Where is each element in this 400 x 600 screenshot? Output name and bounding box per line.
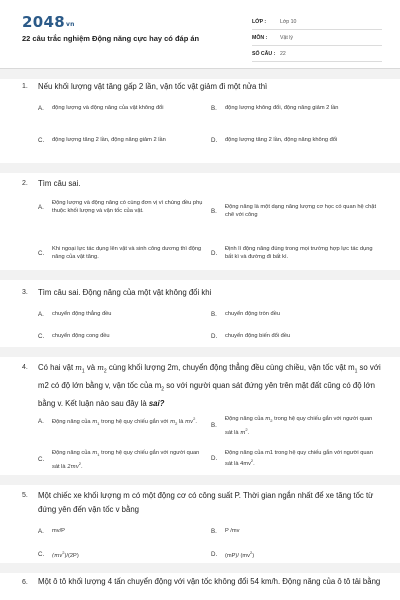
option-text: chuyển động cong đều bbox=[52, 333, 110, 339]
text-part: là bbox=[177, 418, 185, 425]
option-letter: D. bbox=[211, 455, 218, 463]
document-title: 22 câu trắc nghiệm Động năng cực hay có đáp án bbox=[22, 34, 200, 43]
option-c[interactable] bbox=[38, 332, 208, 340]
section-band bbox=[0, 475, 400, 485]
question-text: Nếu khối lượng vật tăng gấp 2 lần, vận tốc vật giảm đi một nửa thì bbox=[38, 82, 268, 91]
question-number: 5. bbox=[22, 492, 28, 499]
option-text: chuyển động tròn đều bbox=[225, 311, 281, 317]
option-text: động lượng tăng 2 lần, động năng giảm 2 lần bbox=[52, 137, 166, 143]
question-text: Một chiếc xe khối lượng m có một động cơ có công suất P. Thời gian ngắn nhất để xe tăng tốc từ đứng yên đến vận tốc v bằng bbox=[38, 491, 374, 514]
meta-label: LỚP : bbox=[252, 18, 267, 25]
math-mass: m bbox=[169, 418, 176, 425]
text-part: Động năng của m1 trong hệ quy chiếu gắn với người quan sát là 4mv bbox=[225, 450, 373, 468]
option-c[interactable] bbox=[38, 549, 208, 560]
question-text: Một ô tô khối lượng 4 tấn chuyển động với vận tốc không đổi 54 km/h. Động năng của ô tô tải bằng bbox=[38, 577, 381, 586]
option-text bbox=[52, 449, 208, 471]
option-text: Khi ngoại lực tác dụng lên vật và sinh công dương thì động năng của vật tăng. bbox=[52, 246, 202, 261]
option-b[interactable] bbox=[211, 527, 381, 535]
option-d[interactable] bbox=[211, 549, 381, 560]
logo-main: 2048 bbox=[22, 13, 65, 31]
logo-suffix: vn bbox=[65, 21, 75, 28]
text-part: trong hệ quy chiếu gắn với người quan sát là bbox=[52, 450, 200, 470]
text-part: . bbox=[81, 463, 83, 470]
option-letter: B. bbox=[211, 104, 217, 112]
text-part: )/(2P) bbox=[64, 552, 79, 559]
question-number: 3. bbox=[22, 289, 28, 296]
text-part: trong hệ quy chiếu gắn với người quan sát là bbox=[225, 416, 373, 436]
subscript: 2 bbox=[103, 368, 107, 375]
option-d[interactable] bbox=[211, 245, 381, 262]
question-number: 2. bbox=[22, 180, 28, 187]
option-letter: D. bbox=[211, 332, 218, 340]
meta-row-grade bbox=[252, 14, 382, 30]
option-letter: A. bbox=[38, 310, 44, 318]
superscript: 2 bbox=[250, 458, 254, 464]
option-letter: A. bbox=[38, 104, 44, 112]
meta-table bbox=[252, 14, 382, 62]
meta-value: Lớp 10 bbox=[280, 18, 297, 25]
option-letter: C. bbox=[38, 332, 45, 340]
option-b[interactable] bbox=[211, 415, 381, 437]
text-part: cùng khối lượng 2m, chuyển động thẳng đều cùng chiều, vận tốc vật m bbox=[106, 363, 355, 372]
option-c[interactable] bbox=[38, 136, 208, 144]
option-letter: C. bbox=[38, 249, 45, 257]
option-a[interactable] bbox=[38, 527, 208, 535]
math-mass: m bbox=[92, 450, 98, 456]
option-a[interactable] bbox=[38, 415, 208, 428]
meta-label: SỐ CÂU : bbox=[252, 50, 276, 57]
option-letter: D. bbox=[211, 136, 218, 144]
meta-label: MÔN : bbox=[252, 34, 268, 41]
text-part: và bbox=[84, 363, 98, 372]
math-expr: mv bbox=[184, 418, 194, 425]
subscript: 2 bbox=[270, 418, 273, 424]
math-expr: (mv bbox=[52, 552, 63, 559]
text-part: Có hai vật bbox=[38, 363, 76, 372]
section-band bbox=[0, 69, 400, 79]
option-a[interactable] bbox=[38, 104, 208, 112]
option-text bbox=[225, 449, 381, 469]
option-text bbox=[52, 415, 197, 428]
option-letter: B. bbox=[211, 527, 217, 535]
text-part: ) bbox=[252, 552, 255, 559]
question-number: 4. bbox=[22, 364, 28, 371]
option-text: Động lượng và động năng có cùng đơn vị vì chúng đều phụ thuộc khối lượng và vận tốc của vật. bbox=[52, 200, 203, 215]
option-letter: C. bbox=[38, 551, 45, 559]
section-band bbox=[0, 270, 400, 280]
option-c[interactable] bbox=[38, 245, 208, 262]
subscript: 1 bbox=[97, 452, 100, 458]
option-text: P /mv bbox=[225, 528, 240, 534]
option-text bbox=[225, 415, 381, 437]
question-text: Tìm câu sai. Động năng của một vật không đổi khi bbox=[38, 288, 212, 297]
option-text: động lượng không đổi, động năng giảm 2 lần bbox=[225, 105, 339, 111]
superscript: 2 bbox=[78, 460, 82, 466]
option-text: Động năng là một dạng năng lượng cơ học có quan hệ chặt chẽ với công bbox=[225, 204, 377, 219]
text-part: Động năng của bbox=[52, 450, 93, 456]
subscript: 1 bbox=[81, 368, 85, 375]
option-letter: C. bbox=[38, 136, 45, 144]
option-letter: A. bbox=[38, 527, 44, 535]
math-mass: m bbox=[75, 364, 82, 372]
option-b[interactable] bbox=[211, 104, 381, 112]
site-logo[interactable] bbox=[22, 13, 75, 31]
option-text: chuyển động biến đổi đều bbox=[225, 333, 291, 339]
text-part: Động năng của bbox=[225, 416, 266, 422]
option-d[interactable] bbox=[211, 332, 381, 340]
math-mass: m bbox=[265, 416, 271, 422]
option-text: động lượng và động năng của vật không đổi bbox=[52, 105, 164, 111]
option-letter: B. bbox=[211, 310, 217, 318]
option-text: động lượng tăng 2 lần, động năng không đổi bbox=[225, 137, 338, 143]
page-header bbox=[0, 0, 400, 68]
text-part: so với m2 có độ lớn bằng v, vận tốc của m bbox=[38, 363, 381, 391]
option-letter: C. bbox=[38, 456, 45, 464]
emphasis: sai? bbox=[148, 399, 165, 409]
section-band bbox=[0, 163, 400, 173]
text-part: (mP)/ (mv bbox=[225, 552, 250, 559]
meta-value: Vật lý bbox=[280, 34, 293, 41]
option-text: mv/P bbox=[52, 528, 65, 534]
option-b[interactable] bbox=[211, 203, 381, 220]
option-letter: B. bbox=[211, 422, 217, 430]
text-part: so với người quan sát đứng yên trên mặt đất cũng có độ lớn bằng v. Kết luận nào sau đây là bbox=[38, 381, 375, 409]
text-part: trong hệ quy chiếu gắn với bbox=[99, 418, 170, 425]
option-text bbox=[52, 549, 79, 560]
option-d[interactable] bbox=[211, 449, 381, 469]
superscript: 2 bbox=[193, 416, 196, 421]
text-part: . bbox=[195, 418, 197, 425]
subscript: 1 bbox=[354, 368, 358, 375]
option-letter: D. bbox=[211, 249, 218, 257]
question-text: Tìm câu sai. bbox=[38, 179, 81, 188]
question-text bbox=[38, 361, 383, 411]
option-letter: D. bbox=[211, 551, 218, 559]
section-band bbox=[0, 347, 400, 357]
section-band bbox=[0, 563, 400, 573]
math-mass: m bbox=[97, 364, 104, 372]
option-letter: A. bbox=[38, 418, 44, 426]
question-number: 1. bbox=[22, 83, 28, 90]
meta-value: 22 bbox=[280, 50, 286, 57]
superscript: 2 bbox=[62, 550, 65, 555]
option-text bbox=[225, 549, 254, 560]
text-part: . bbox=[253, 461, 255, 468]
option-a[interactable] bbox=[38, 310, 208, 318]
question-number: 6. bbox=[22, 579, 28, 586]
math-expr: m bbox=[240, 429, 246, 436]
option-d[interactable] bbox=[211, 136, 381, 144]
option-text: Định lí động năng đúng trong mọi trường hợp lực tác dụng bất kì và đường đi bất kì. bbox=[225, 246, 373, 261]
option-c[interactable] bbox=[38, 449, 208, 471]
subscript: 2 bbox=[161, 386, 165, 393]
math-expr: 2mv bbox=[67, 463, 79, 470]
math-mass: m bbox=[92, 418, 98, 425]
superscript: 2 bbox=[249, 550, 253, 555]
text-part: . bbox=[247, 429, 250, 436]
option-letter: B. bbox=[211, 207, 217, 215]
meta-row-subject bbox=[252, 30, 382, 46]
option-b[interactable] bbox=[211, 310, 381, 318]
text-part: Động năng của bbox=[52, 418, 93, 425]
meta-row-count bbox=[252, 46, 382, 62]
option-a[interactable] bbox=[38, 199, 208, 216]
option-letter: A. bbox=[38, 203, 44, 211]
subscript: 1 bbox=[97, 421, 100, 427]
superscript: 2 bbox=[245, 426, 248, 432]
option-text: chuyển động thẳng đều bbox=[52, 311, 112, 317]
subscript: 2 bbox=[175, 421, 178, 427]
